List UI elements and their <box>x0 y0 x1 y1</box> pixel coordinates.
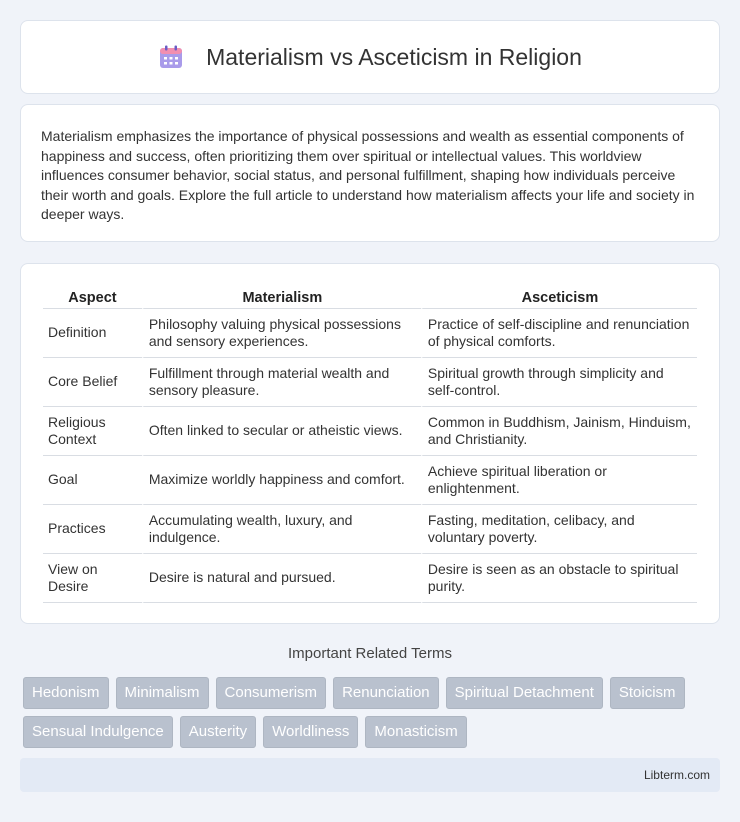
tag-austerity[interactable]: Austerity <box>180 716 256 748</box>
tag-monasticism[interactable]: Monasticism <box>365 716 466 748</box>
table-header-row <box>43 284 697 309</box>
asceticism-cell: Practice of self-discipline and renunciation of physical comforts. <box>421 309 697 358</box>
related-terms-heading: Important Related Terms <box>288 645 452 662</box>
asceticism-cell: Desire is seen as an obstacle to spiritual purity. <box>421 554 697 603</box>
table-row <box>43 407 697 456</box>
column-header-asceticism: Asceticism <box>421 284 697 309</box>
asceticism-cell: Fasting, meditation, celibacy, and voluntary poverty. <box>421 505 697 554</box>
table-row <box>43 309 697 358</box>
intro-card <box>20 104 720 242</box>
tag-renunciation[interactable]: Renunciation <box>333 677 439 709</box>
aspect-cell: View on Desire <box>43 554 142 603</box>
intro-text: Materialism emphasizes the importance of physical possessions and wealth as essential components of happiness and success, often prioritizing them over spiritual or intellectual values. This worldview influences consumer behavior, social status, and personal fulfillment, shaping how individuals perceive their worth and goals. Explore the full article to understand how materialism affects your life and society in deeper ways. <box>41 128 695 222</box>
aspect-cell: Practices <box>43 505 142 554</box>
tag-spiritual-detachment[interactable]: Spiritual Detachment <box>446 677 603 709</box>
materialism-cell: Maximize worldly happiness and comfort. <box>142 456 421 505</box>
comparison-table <box>43 284 697 603</box>
tag-worldliness[interactable]: Worldliness <box>263 716 358 748</box>
materialism-cell: Often linked to secular or atheistic views. <box>142 407 421 456</box>
asceticism-cell: Common in Buddhism, Jainism, Hinduism, and Christianity. <box>421 407 697 456</box>
aspect-cell: Core Belief <box>43 358 142 407</box>
comparison-table-card <box>20 263 720 624</box>
aspect-cell: Goal <box>43 456 142 505</box>
calendar-icon <box>158 44 184 70</box>
tag-sensual-indulgence[interactable]: Sensual Indulgence <box>23 716 173 748</box>
footer <box>20 758 720 792</box>
title-card <box>20 20 720 94</box>
tag-hedonism[interactable]: Hedonism <box>23 677 109 709</box>
page-title: Materialism vs Asceticism in Religion <box>206 43 582 70</box>
footer-site-link[interactable]: Libterm.com <box>643 768 710 782</box>
table-row <box>43 505 697 554</box>
materialism-cell: Desire is natural and pursued. <box>142 554 421 603</box>
tag-stoicism[interactable]: Stoicism <box>610 677 685 709</box>
aspect-cell: Definition <box>43 309 142 358</box>
asceticism-cell: Achieve spiritual liberation or enlightenment. <box>421 456 697 505</box>
asceticism-cell: Spiritual growth through simplicity and self-control. <box>421 358 697 407</box>
column-header-materialism: Materialism <box>142 284 421 309</box>
related-terms-list <box>23 677 723 748</box>
aspect-cell: Religious Context <box>43 407 142 456</box>
column-header-aspect: Aspect <box>43 284 142 309</box>
materialism-cell: Accumulating wealth, luxury, and indulgence. <box>142 505 421 554</box>
materialism-cell: Fulfillment through material wealth and sensory pleasure. <box>142 358 421 407</box>
table-row <box>43 456 697 505</box>
tag-consumerism[interactable]: Consumerism <box>216 677 327 709</box>
tag-minimalism[interactable]: Minimalism <box>116 677 209 709</box>
table-row <box>43 554 697 603</box>
table-row <box>43 358 697 407</box>
materialism-cell: Philosophy valuing physical possessions and sensory experiences. <box>142 309 421 358</box>
